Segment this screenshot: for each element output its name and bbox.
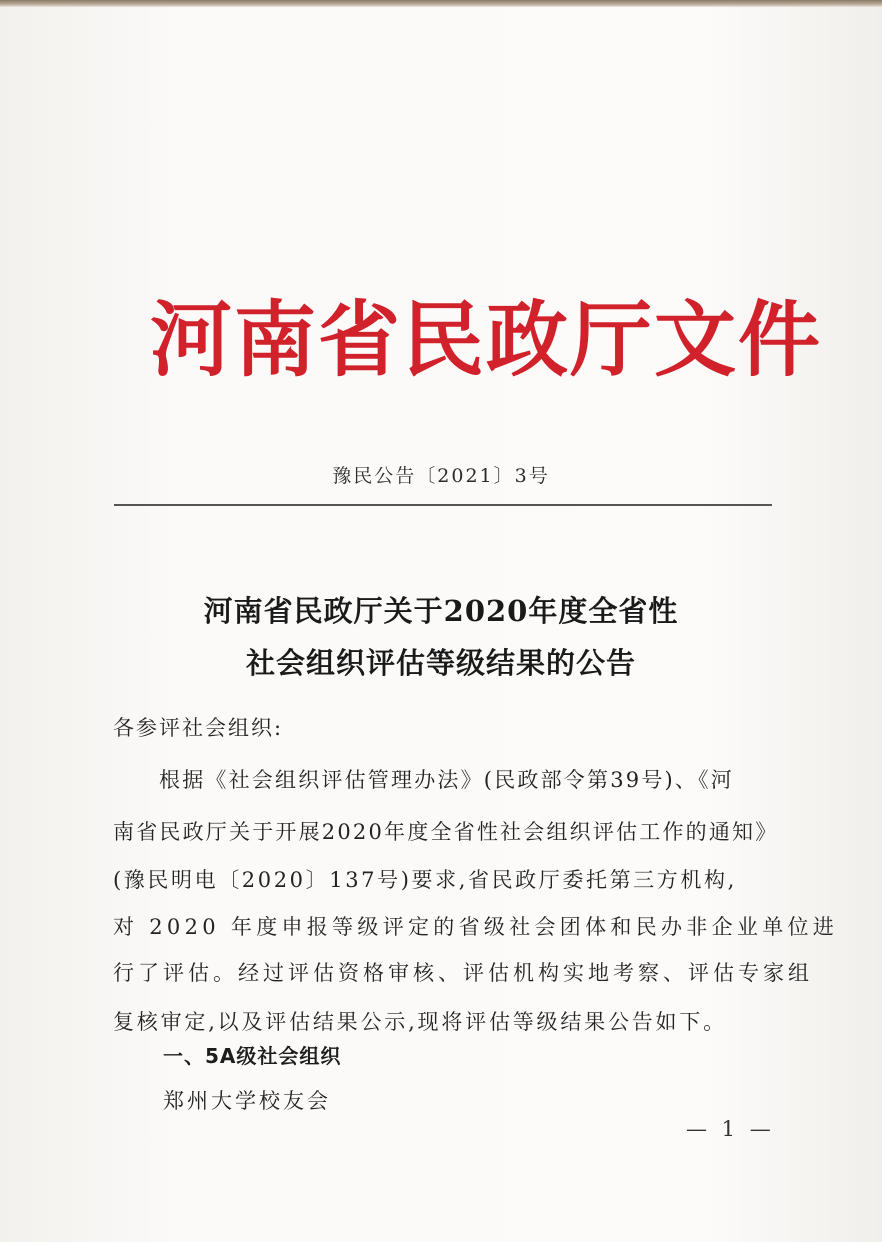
red-masthead: 河南省民政厅文件 [150, 292, 823, 388]
body-line-5: 行了评估。经过评估资格审核、评估机构实地考察、评估专家组 [113, 961, 813, 985]
document-title-line-2: 社会组织评估等级结果的公告 [245, 646, 636, 680]
body-line-1: 根据《社会组织评估管理办法》(民政部令第39号)、《河 [159, 768, 735, 792]
body-line-4: 对 2020 年度申报等级评定的省级社会团体和民办非企业单位进 [113, 915, 839, 939]
header-divider [114, 504, 772, 506]
body-line-2: 南省民政厅关于开展2020年度全省性社会组织评估工作的通知》 [113, 820, 779, 844]
section-heading: 一、5A级社会组织 [163, 1044, 342, 1068]
document-number: 豫民公告〔2021〕3号 [332, 465, 550, 487]
scan-top-edge [0, 0, 882, 7]
salutation: 各参评社会组织: [113, 716, 284, 740]
organization-name: 郑州大学校友会 [163, 1089, 331, 1113]
document-title-line-1: 河南省民政厅关于2020年度全省性 [203, 594, 679, 628]
body-line-6: 复核审定,以及评估结果公示,现将评估等级结果公告如下。 [113, 1010, 727, 1034]
page-number: — 1 — [686, 1117, 775, 1141]
body-line-3: (豫民明电〔2020〕137号)要求,省民政厅委托第三方机构, [113, 868, 737, 892]
